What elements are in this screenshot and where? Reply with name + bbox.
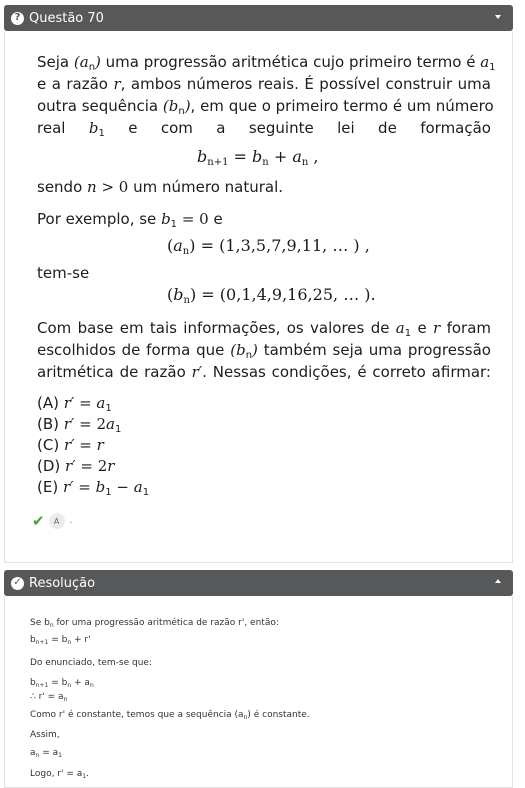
answer-badge: A <box>49 513 65 529</box>
statement-line: e a razão r, ambos números reais. É possível construir uma <box>37 75 491 93</box>
chevron-down-icon[interactable] <box>495 15 501 19</box>
resolution-line: Se $b_n$ for uma progressão aritmética de razão r', então: <box>30 618 279 629</box>
resolution-line: $b_{n+1} = b_n + r'$ <box>30 635 91 646</box>
question-body <box>4 31 513 563</box>
option-e[interactable]: (E) $r' = b_1 - a_1$ <box>37 478 150 498</box>
conclusion-line: escolhidos de forma que $(b_n)$ também seja uma progressão <box>37 341 491 361</box>
option-c[interactable]: (C) r′ = r <box>37 436 104 454</box>
tem-se <box>37 262 491 284</box>
question-title: Questão 70 <box>29 10 104 26</box>
answer-row <box>32 512 72 530</box>
resolution-header[interactable] <box>4 570 513 596</box>
after-formula-line: sendo n > 0 um número natural. <box>37 178 284 196</box>
option-letter: (D) <box>37 457 66 475</box>
chevron-up-icon[interactable] <box>495 579 501 583</box>
resolution-line: $b_{n+1} = b_n + a_n$ <box>30 678 94 689</box>
example-intro-line: Por exemplo, se $b_1 = 0$ e <box>37 210 223 230</box>
option-b[interactable]: (B) $r' = 2a_1$ <box>37 415 122 435</box>
resolution-line: $a_n = a_1$ <box>30 748 62 759</box>
option-letter: (A) <box>37 394 64 412</box>
question-mark-icon: ? <box>11 12 24 25</box>
question-header[interactable] <box>4 5 513 31</box>
resolution-line: Do enunciado, tem-se que: <box>30 658 153 668</box>
resolution-line: Como r' é constante, temos que a sequência $(a_n)$ é constante. <box>30 710 310 721</box>
statement-line: real $b_1$ e com a seguinte lei de formação <box>37 119 491 139</box>
tem-se-text: tem-se <box>37 264 90 282</box>
formula-bn: $(b_n) = (0,1,4,9,16,25$, … ). <box>167 285 376 306</box>
option-a[interactable]: (A) $r' = a_1$ <box>37 394 112 414</box>
option-letter: (C) <box>37 436 64 454</box>
resolution-body <box>4 596 513 788</box>
statement <box>37 51 496 139</box>
check-icon: ✔ <box>32 512 45 530</box>
answer-trailing: . <box>69 516 73 526</box>
option-letter: (B) <box>37 415 64 433</box>
conclusion <box>37 317 491 383</box>
resolution-line: Assim, <box>30 730 60 740</box>
statement-line: outra sequência $(b_n)$, em que o primeiro termo é um número <box>37 97 494 117</box>
option-d[interactable]: (D) r′ = 2r <box>37 457 115 475</box>
formula-an: $(a_n) = (1,3,5,7,9,11$, … ) , <box>167 236 370 257</box>
conclusion-line: Com base em tais informações, os valores de $a_1$ e r foram <box>37 319 491 339</box>
example-intro <box>37 208 491 230</box>
after-formula <box>37 176 491 198</box>
resolution-line: ∴ $r' = a_n$ <box>30 692 68 703</box>
check-circle-icon: ✓ <box>11 577 24 590</box>
statement-line: Seja $(a_n)$ uma progressão aritmética cujo primeiro termo é $a_1$ <box>37 53 496 73</box>
options-list <box>37 393 491 498</box>
resolution-line: Logo, $r' = a_1$. <box>30 769 89 780</box>
conclusion-line: aritmética de razão r′. Nessas condições, é correto afirmar: <box>37 363 491 381</box>
resolution-title: Resolução <box>29 575 96 591</box>
option-letter: (E) <box>37 478 63 496</box>
formula-recurrence: $b_{n+1} = b_n + a_n$ , <box>197 147 319 168</box>
